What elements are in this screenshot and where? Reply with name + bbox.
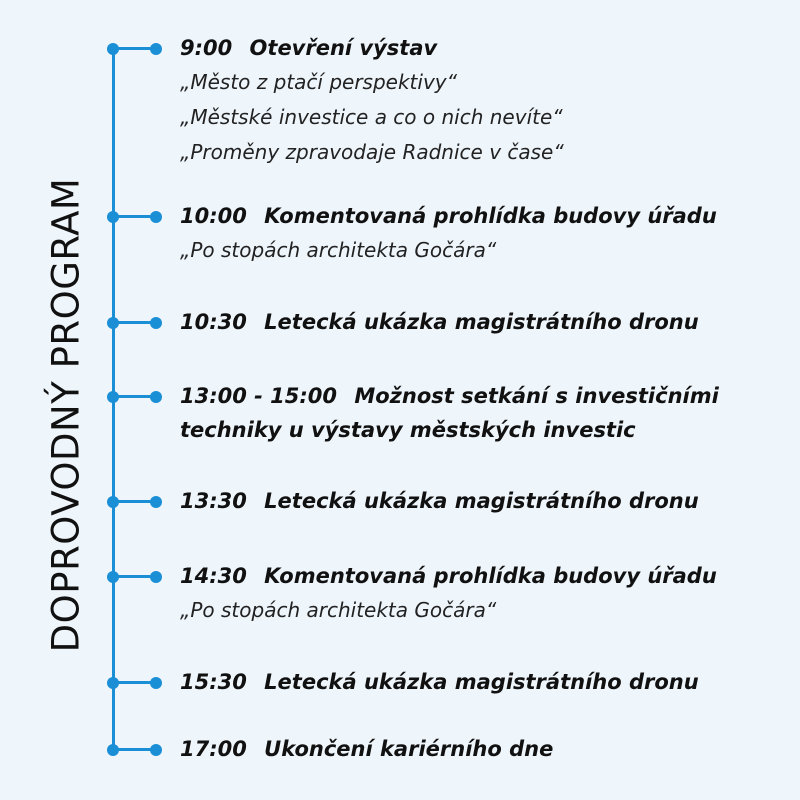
program-item xyxy=(180,379,780,447)
program-item-title: Ukončení kariérního dne xyxy=(264,737,554,761)
program-item xyxy=(180,732,780,766)
timeline-dot-start xyxy=(107,43,119,55)
program-item-heading xyxy=(180,665,780,699)
timeline-dot-end xyxy=(150,43,162,55)
program-item-subtitle: „Město z ptačí perspektivy“ xyxy=(180,70,457,94)
program-item-title: Letecká ukázka magistrátního dronu xyxy=(264,310,699,334)
timeline-dot-end xyxy=(150,677,162,689)
program-item-heading xyxy=(180,484,780,518)
program-item-title: Možnost setkání s investičními techniky u výstavy městských investic xyxy=(180,384,719,442)
program-item-title: Komentovaná prohlídka budovy úřadu xyxy=(264,204,717,228)
page-title: DOPROVODNÝ PROGRAM xyxy=(44,177,88,653)
program-item-heading xyxy=(180,732,780,766)
program-item xyxy=(180,199,780,268)
timeline-dot-end xyxy=(150,391,162,403)
timeline-dot-end xyxy=(150,744,162,756)
timeline-dot-start xyxy=(107,317,119,329)
program-item-subtitle: „Proměny zpravodaje Radnice v čase“ xyxy=(180,140,564,164)
timeline-dot-start xyxy=(107,571,119,583)
timeline-dot-start xyxy=(107,496,119,508)
timeline-dot-start xyxy=(107,677,119,689)
timeline-dot-end xyxy=(150,496,162,508)
timeline-dot-start xyxy=(107,744,119,756)
program-item-time: 13:30 xyxy=(180,489,247,513)
program-item-time: 13:00 - 15:00 xyxy=(180,384,338,408)
program-item-subtitle: „Po stopách architekta Gočára“ xyxy=(180,238,497,262)
program-item-heading xyxy=(180,559,780,593)
program-item-title: Letecká ukázka magistrátního dronu xyxy=(264,670,699,694)
program-item-title: Otevření výstav xyxy=(249,36,438,60)
program-item-time: 10:30 xyxy=(180,310,247,334)
timeline-dot-end xyxy=(150,211,162,223)
program-item-time: 15:30 xyxy=(180,670,247,694)
program-item-time: 10:00 xyxy=(180,204,247,228)
program-item-heading xyxy=(180,305,780,339)
program-item-title: Letecká ukázka magistrátního dronu xyxy=(264,489,699,513)
program-item-time: 14:30 xyxy=(180,564,247,588)
program-item-time: 9:00 xyxy=(180,36,233,60)
program-item-heading xyxy=(180,199,780,233)
timeline-dot-start xyxy=(107,391,119,403)
program-item-heading xyxy=(180,31,780,65)
timeline-dot-end xyxy=(150,317,162,329)
timeline-dot-end xyxy=(150,571,162,583)
program-item xyxy=(180,305,780,339)
program-item-heading xyxy=(180,379,780,447)
program-item xyxy=(180,484,780,518)
program-item-subtitle: „Po stopách architekta Gočára“ xyxy=(180,598,497,622)
program-item xyxy=(180,665,780,699)
program-item xyxy=(180,559,780,628)
program-item-subtitle: „Městské investice a co o nich nevíte“ xyxy=(180,105,563,129)
program-item-time: 17:00 xyxy=(180,737,247,761)
timeline-dot-start xyxy=(107,211,119,223)
program-item xyxy=(180,31,780,170)
program-item-title: Komentovaná prohlídka budovy úřadu xyxy=(264,564,717,588)
